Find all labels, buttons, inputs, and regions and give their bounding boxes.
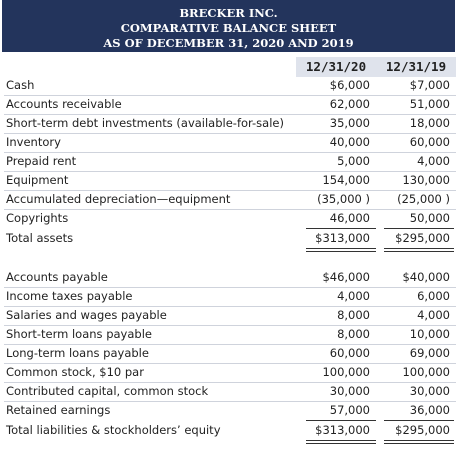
table-row <box>0 382 460 401</box>
value-2020: 46,000 <box>329 211 370 225</box>
row-label: Total assets <box>6 231 74 245</box>
value-2019: 4,000 <box>417 308 450 322</box>
table-row <box>0 344 460 363</box>
value-2019: 69,000 <box>409 346 450 360</box>
value-2020: $313,000 <box>315 423 370 437</box>
table-row <box>0 171 460 190</box>
value-2019: (25,000 ) <box>397 192 450 206</box>
value-2019: 30,000 <box>409 384 450 398</box>
value-2019: 18,000 <box>409 116 450 130</box>
sheet-header <box>2 0 455 52</box>
value-2020: 154,000 <box>322 173 370 187</box>
row-label: Income taxes payable <box>6 289 133 303</box>
company-name: BRECKER INC. <box>179 6 278 20</box>
row-label: Common stock, $10 par <box>6 365 144 379</box>
total-double-underline-2020 <box>306 440 376 444</box>
row-label: Short-term loans payable <box>6 327 152 341</box>
value-2020: 8,000 <box>337 327 370 341</box>
row-label: Accounts payable <box>6 270 108 284</box>
total-double-underline-2020 <box>306 248 376 252</box>
value-2020: 30,000 <box>329 384 370 398</box>
row-label: Cash <box>6 78 35 92</box>
column-header-2019: 12/31/19 <box>385 59 447 74</box>
value-2020: $6,000 <box>329 78 370 92</box>
row-label: Contributed capital, common stock <box>6 384 209 398</box>
value-2019: $295,000 <box>395 423 450 437</box>
total-double-underline-2019 <box>384 248 454 252</box>
value-2019: $295,000 <box>395 231 450 245</box>
row-label: Copyrights <box>6 211 69 225</box>
total-assets-row <box>0 229 460 248</box>
row-label: Equipment <box>6 173 69 187</box>
table-row <box>0 306 460 325</box>
table-row <box>0 363 460 382</box>
row-label: Retained earnings <box>6 403 111 417</box>
value-2020: $313,000 <box>315 231 370 245</box>
value-2019: 50,000 <box>409 211 450 225</box>
value-2020: 5,000 <box>337 154 370 168</box>
value-2019: $7,000 <box>409 78 450 92</box>
row-label: Short-term debt investments (available-for-sale) <box>6 116 284 130</box>
value-2019: 4,000 <box>417 154 450 168</box>
row-label: Total liabilities & stockholders’ equity <box>6 423 221 437</box>
table-row <box>0 401 460 420</box>
total-liabilities-equity-row <box>0 421 460 440</box>
value-2020: 8,000 <box>337 308 370 322</box>
value-2020: $46,000 <box>322 270 370 284</box>
table-row <box>0 190 460 209</box>
value-2019: 36,000 <box>409 403 450 417</box>
value-2020: 62,000 <box>329 97 370 111</box>
table-row <box>0 209 460 228</box>
table-row <box>0 95 460 114</box>
table-row <box>0 325 460 344</box>
row-label: Long-term loans payable <box>6 346 149 360</box>
row-label: Accounts receivable <box>6 97 122 111</box>
value-2019: $40,000 <box>402 270 450 284</box>
value-2020: 60,000 <box>329 346 370 360</box>
value-2019: 60,000 <box>409 135 450 149</box>
row-label: Salaries and wages payable <box>6 308 167 322</box>
statement-title: COMPARATIVE BALANCE SHEET <box>120 21 337 35</box>
table-row <box>0 152 460 171</box>
table-row <box>0 268 460 287</box>
row-label: Prepaid rent <box>6 154 77 168</box>
value-2020: (35,000 ) <box>317 192 370 206</box>
table-row <box>0 287 460 306</box>
column-headers <box>296 57 456 77</box>
table-row <box>0 76 460 95</box>
table-row <box>0 133 460 152</box>
value-2019: 130,000 <box>402 173 450 187</box>
table-row <box>0 114 460 133</box>
column-header-2020: 12/31/20 <box>305 59 367 74</box>
value-2019: 100,000 <box>402 365 450 379</box>
value-2019: 51,000 <box>409 97 450 111</box>
row-label: Accumulated depreciation—equipment <box>6 192 231 206</box>
value-2020: 4,000 <box>337 289 370 303</box>
value-2019: 6,000 <box>417 289 450 303</box>
value-2020: 100,000 <box>322 365 370 379</box>
value-2020: 40,000 <box>329 135 370 149</box>
statement-date: AS OF DECEMBER 31, 2020 AND 2019 <box>103 36 354 50</box>
value-2019: 10,000 <box>409 327 450 341</box>
value-2020: 57,000 <box>329 403 370 417</box>
value-2020: 35,000 <box>329 116 370 130</box>
row-label: Inventory <box>6 135 61 149</box>
total-double-underline-2019 <box>384 440 454 444</box>
